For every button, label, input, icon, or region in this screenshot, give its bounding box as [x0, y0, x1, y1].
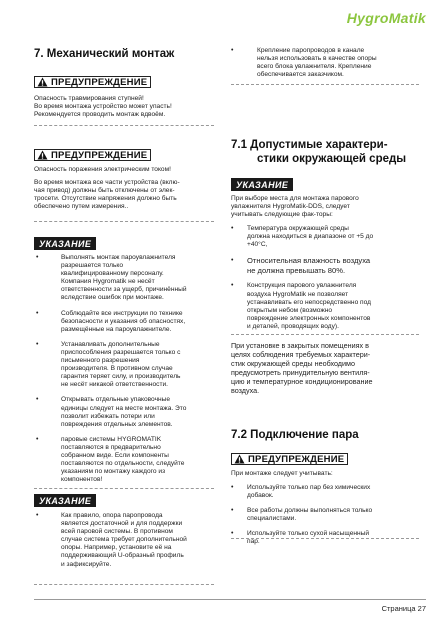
hint-3-intro: При выборе места для монтажа парового увлажнителя HygroMatik-DDS, следует учитывать следующие фак-торы: — [231, 195, 359, 219]
divider — [34, 584, 214, 585]
page-number: Страница 27 — [381, 604, 426, 613]
top-bullet — [231, 47, 419, 86]
divider — [34, 488, 214, 489]
section-7-2-heading: 7.2 Подключение пара — [231, 429, 359, 441]
logo-part-b: Matik — [388, 10, 426, 26]
divider — [34, 125, 214, 126]
footer-divider — [34, 599, 426, 600]
warning-label-3 — [231, 453, 348, 465]
warning-triangle-icon — [37, 77, 48, 87]
divider — [231, 334, 419, 335]
warning-3-list — [231, 484, 419, 554]
list-item: • Все работы должны выполняться только специалистами. — [231, 507, 419, 523]
list-item: • Используйте только пар без химических добавок. — [231, 484, 419, 500]
list-item: • Температура окружающей среды должна находиться в диапазоне от +5 до +40°C, — [231, 225, 419, 249]
list-item: • Как правило, опора паропровода является достаточной и для поддержки всей паровой системы. В противном случае система требует дополнительной опоры. Например, установите её на поддерживающий U-образный профиль и зафиксируйте. — [34, 512, 214, 569]
warning-3-intro: При монтаже следует учитывать: — [231, 470, 333, 477]
list-item: • Относительная влажность воздуха не должна превышать 80%. — [231, 256, 419, 275]
hint-1-list — [34, 254, 214, 491]
list-item: • паровые системы HYGROMATIK поставляются в предварительно собранном виде. Если компоненты поставляются по отдельности, следуйте указаниям по монтажу каждого из компонентов! — [34, 436, 214, 485]
list-item: • Крепление паропроводов в канале нельзя использовать в качестве опоры всего блока увлажнителя. Крепление обеспечивается заказчиком. — [231, 47, 419, 79]
hint-label-2: УКАЗАНИЕ — [34, 494, 96, 507]
warning-label-text: ПРЕДУПРЕЖДЕНИЕ — [51, 76, 148, 88]
list-item: • Конструкция парового увлажнителя воздуха HygroMatik не позволяет устанавливать его непосредственно под открытым небом (возможно повреждение электронных компонентов и деталей, проводящих воду). — [231, 282, 419, 331]
divider — [231, 84, 419, 85]
warning-label-2 — [34, 149, 151, 161]
warning-triangle-icon — [234, 454, 245, 464]
divider — [231, 538, 419, 539]
warning-label-text: ПРЕДУПРЕЖДЕНИЕ — [248, 453, 345, 465]
list-item: • Используйте только сухой насыщенный пар. — [231, 530, 419, 546]
hint-label-3: УКАЗАНИЕ — [231, 178, 293, 191]
warning-label-text: ПРЕДУПРЕЖДЕНИЕ — [51, 149, 148, 161]
list-item: • Соблюдайте все инструкции по технике безопасности и указания об опасностях, размещённые на пароувлажнителе. — [34, 310, 214, 334]
section-7-1-heading: 7.1 Допустимые характери- стики окружающей среды — [231, 139, 407, 165]
hint-label-1: УКАЗАНИЕ — [34, 237, 96, 250]
hint-3-list — [231, 225, 419, 338]
list-item: • Выполнять монтаж пароувлажнителя разрешается только квалифицированному персоналу. Компания Hygromatik не несёт ответственности за ущерб, причинённый вследствие ошибок при монтаже. — [34, 254, 214, 303]
section-7-heading: 7. Механический монтаж — [34, 48, 175, 60]
list-item: • Открывать отдельные упаковочные единицы следует на месте монтажа. Это позволит избежать потери или повреждения отдельных элементов. — [34, 396, 214, 428]
hint-2-list — [34, 512, 214, 576]
closed-rooms-paragraph: При установке в закрытых помещениях в целях соблюдения требуемых характери- стик окружающей среды необходимо предусмотреть принудительную вентиля- цию и температурное кондиционирование воздуха. — [231, 341, 373, 395]
warning-triangle-icon — [37, 150, 48, 160]
warning-2-text: Опасность поражения электрическим током! Во время монтажа все части устройства (вклю- чая привод) должны быть отключены от элек- тросети. Отсутствие напряжения должно быть обеспечено путем измерения.. — [34, 166, 180, 211]
logo-part-a: Hygro — [346, 10, 389, 26]
warning-1-text: Опасность травмирования ступней! Во время монтажа устройство может упасть! Рекомендуется проводить монтаж вдвоём. — [34, 95, 172, 119]
divider — [34, 221, 214, 222]
hygromatik-logo — [347, 10, 426, 26]
list-item: • Устанавливать дополнительные приспособления разрешается только с письменного разрешения производителя. В противном случае гарантия теряет силу, и производитель не несёт никакой ответственности. — [34, 341, 214, 390]
warning-label-1 — [34, 76, 151, 88]
